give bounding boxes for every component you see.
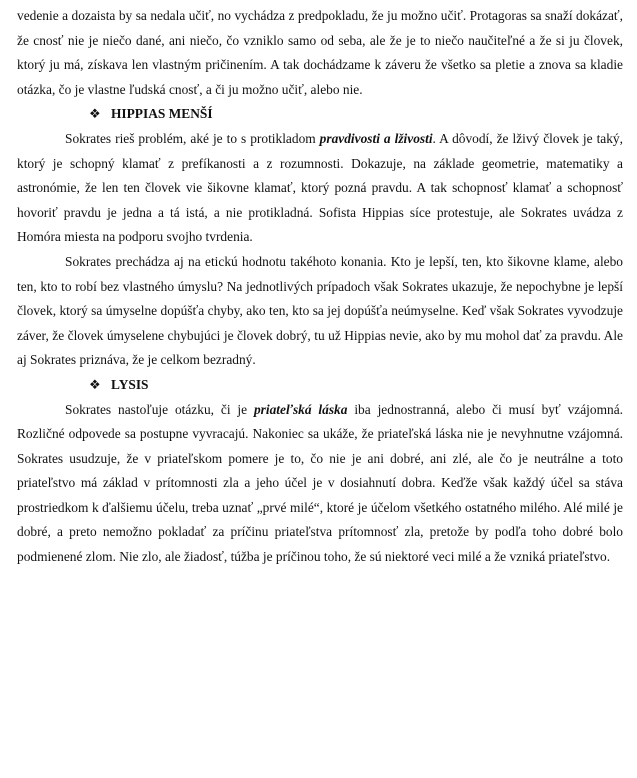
body-paragraph [17, 398, 623, 570]
paragraph-text: Sokrates prechádza aj na etickú hodnotu takéhoto konania. Kto je lepší, ten, kto šikovne klame, alebo ten, kto to robí bez vlastného úmyslu? Na jednotlivých prípadoch však Sokrates ukazuje, že nepochybne je lepší človek, ktorý sa úmyselne dopúšťa chyby, ako ten, kto sa jej dopúšťa neúmyselne. Keď však Sokrates vyvodzuje záver, že človek úmyselene chybujúci je človek dobrý, tu už Hippias nevie, ako by mu mohol dať za pravdu. Ale aj Sokrates priznáva, že je celkom bezradný. [17, 253, 623, 368]
body-paragraph [17, 250, 623, 373]
section-heading-lysis [17, 373, 623, 398]
emphasized-term: priateľská láska [253, 401, 348, 417]
body-paragraph [17, 127, 623, 250]
paragraph-text: Sokrates rieš problém, aké je to s protikladom [65, 130, 320, 146]
intro-paragraph: vedenie a dozaista by sa nedala učiť, no vychádza z predpokladu, že ju možno učiť. Protagoras sa snaží dokázať, že cnosť nie je niečo dané, ani niečo, čo vzniklo samo od seba, ale že je to niečo naučiteľné a že si ju človek, ktorý ju má, získava len vlastným pričinením. A tak dochádzame k záveru že všetko sa pletie a znova sa kladie otázka, čo je vlastne ľudská cnosť, a či ju možno učiť, alebo nie. [17, 8, 623, 97]
diamond-bullet-icon: ❖ [89, 106, 101, 122]
emphasized-term: pravdivosti a lživosti [319, 130, 433, 146]
section-title: LYSIS [111, 376, 149, 392]
diamond-bullet-icon: ❖ [89, 376, 101, 392]
section-heading-hippias [17, 102, 623, 127]
paragraph-text: Sokrates nastoľuje otázku, či je [65, 401, 254, 417]
section-title: HIPPIAS MENŠÍ [111, 106, 213, 122]
paragraph-text: . A dôvodí, že lživý človek je taký, ktorý je schopný klamať z prefíkanosti a z rozumnosti. Dokazuje, na základe geometrie, matematiky a astronómie, že len ten človek vie šikovne klamať, ktorý pozná pravdu. A tak schopnosť klamať a schopnosť hovoriť pravdu je jedna a tá istá, a nie protikladná. Sofista Hippias síce protestuje, ale Sokrates uvádza z Homóra miesta na podporu svojho tvrdenia. [17, 130, 623, 245]
paragraph-text: iba jednostranná, alebo či musí byť vzájomná. Rozličné odpovede sa postupne vyvracajú. Nakoniec sa ukáže, že priateľská láska nie je nevyhnutne vzájomná. Sokrates usudzuje, že v priateľskom pomere je to, čo nie je ani dobré, ani zlé, ale čo je neutrálne a toto priateľstvo má základ v prítomnosti zla a jeho účel je v dosiahnutí dobra. Keďže však každý účel sa stáva prostriedkom k ďalšiemu účelu, treba uznať „prvé milé“, ktoré je účelom všetkého ostatného milého. Alé milé je dobré, a preto nemožno pokladať za príčinu priateľstva prítomnosť zla, pretože by podľa toho dobré bolo podmienené zlom. Nie zlo, ale žiadosť, túžba je príčinou toho, že sú niektoré veci milé a že vzniká priateľstvo. [17, 401, 623, 565]
